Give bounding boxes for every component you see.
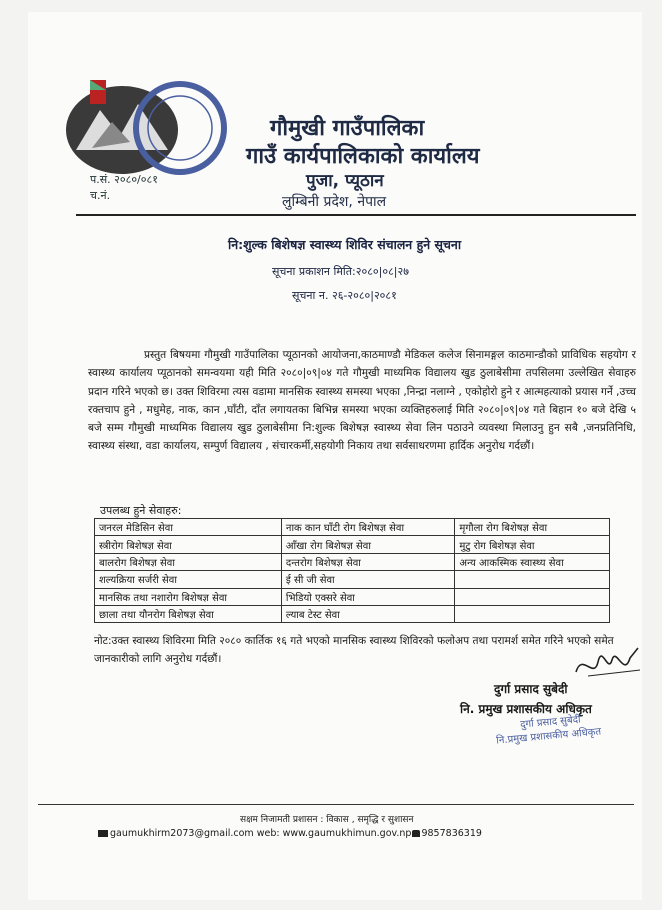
footer-divider [38, 804, 634, 805]
services-heading: उपलब्ध हुने सेवाहरु: [100, 504, 182, 517]
footer-tagline: सक्षम निजामती प्रशासन : विकास , समृद्धि र सुशासन [240, 815, 414, 825]
header-divider [76, 214, 636, 216]
notice-title: नि:शुल्क बिशेषज्ञ स्वास्थ्य शिविर संचालन हुने सूचना [228, 237, 462, 252]
reference-number: प.सं. २०८०/०८१ [90, 173, 158, 186]
service-cell: स्त्रीरोग बिशेषज्ञ सेवा [95, 536, 282, 553]
service-cell: शल्यक्रिया सर्जरी सेवा [95, 571, 282, 588]
table-row [95, 553, 610, 570]
table-row [95, 519, 610, 536]
stamp-name: दुर्गा प्रसाद सुबेदी [519, 714, 582, 731]
service-cell: दन्तरोग बिशेषज्ञ सेवा [281, 553, 455, 570]
service-cell: ल्याब टेस्ट सेवा [281, 605, 455, 622]
table-row [95, 536, 610, 553]
notice-body [88, 346, 636, 456]
service-cell: भिडियो एक्सरे सेवा [281, 588, 455, 605]
notice-number: सूचना न. २६-२०८०|२०८१ [292, 289, 397, 302]
header-location: पुजा, प्यूठान [306, 171, 384, 191]
footer-phone: 9857836319 [421, 828, 482, 839]
service-cell [455, 571, 610, 588]
services-table [94, 518, 610, 623]
table-row [95, 588, 610, 605]
notice-date: सूचना प्रकाशन मिति:२०८०|०८|२७ [272, 265, 409, 278]
mail-icon [98, 830, 108, 837]
service-cell: अन्य आकस्मिक स्वास्थ्य सेवा [455, 553, 610, 570]
service-cell: आँखा रोग बिशेषज्ञ सेवा [281, 536, 455, 553]
table-row [95, 571, 610, 588]
note-text: नोट:उक्त स्वास्थ्य शिविरमा मिति २०८० कार्तिक १६ गते भएको मानसिक स्वास्थ्य शिविरको फलोअप तथा परामर्श समेत गरिने भएको समेत जानकारीको लागि अनुरोध गर्दछौं। [94, 635, 614, 665]
dispatch-number: च.नं. [90, 189, 111, 202]
service-cell: मानसिक तथा नशारोग बिशेषज्ञ सेवा [95, 588, 282, 605]
footer-web[interactable]: web: www.gaumukhimun.gov.np [256, 828, 412, 839]
body-paragraph: प्रस्तुत बिषयमा गौमुखी गाउँपालिका प्यूठानको आयोजना,काठमाण्डौ मेडिकल कलेज सिनामङ्गल काठमान्डौको प्राविधिक सहयोग र स्वास्थ्य कार्यालय प्यूठानको समन्वयमा यही मिति २०८०|०९|०४ गते गौमुखी माध्यमिक विद्यालय खुड ठुलाबेसीमा तपसिलमा उल्लेखित सेवाहरु प्रदान गरिने भएको छ। उक्त शिविरमा त्यस वडामा मानसिक स्वास्थ्य समस्या भएका ,निन्द्रा नलाग्ने , एकोहोरो हुने र आत्महत्याको प्रयास गर्ने ,उच्च रक्तचाप हुने , मधुमेह, नाक, कान ,घाँटी, दाँत लगायतका बिभिन्न समस्या भएका व्यक्तिहरुलाई मिति २०८०|०९|०४ गते बिहान १० बजे देखि ५ बजे सम्म गौमुखी माध्यमिक विद्यालय खुड ठुलाबेसीमा नि:शुल्क बिशेषज्ञ स्वास्थ्य सेवा लिन पठाउने व्यवस्था मिलाउनु हुन सबै ,जनप्रतिनिधि, स्वास्थ्य संस्था, वडा कार्यालय, सम्पुर्ण विद्यालय , संचारकर्मी,सहयोगी निकाय तथा सर्वसाधरणमा हार्दिक अनुरोध गर्दछौं। [88, 349, 636, 453]
table-row [95, 605, 610, 622]
service-cell [455, 605, 610, 622]
footer-contact [98, 828, 482, 839]
service-cell: बालरोग बिशेषज्ञ सेवा [95, 553, 282, 570]
footer-email[interactable]: gaumukhirm2073@gmail.com [110, 828, 254, 839]
header-office: गाउँ कार्यपालिकाको कार्यालय [246, 144, 480, 169]
header-province: लुम्बिनी प्रदेश, नेपाल [282, 194, 387, 210]
service-cell: जनरल मेडिसिन सेवा [95, 519, 282, 536]
service-cell: मुटु रोग बिशेषज्ञ सेवा [455, 536, 610, 553]
service-cell: नाक कान घाँटी रोग बिशेषज्ञ सेवा [281, 519, 455, 536]
stamp-title: नि.प्रमुख प्रशासकीय अधिकृत [495, 726, 602, 747]
phone-icon [412, 830, 420, 837]
signature-icon [568, 640, 648, 690]
emblem-icon [62, 76, 236, 184]
signatory-title: नि. प्रमुख प्रशासकीय अधिकृत [460, 702, 592, 716]
header-municipality: गौमुखी गाउँपालिका [270, 116, 425, 141]
service-cell: मृगौला रोग बिशेषज्ञ सेवा [455, 519, 610, 536]
service-cell: ई सी जी सेवा [281, 571, 455, 588]
service-cell: छाला तथा यौनरोग बिशेषज्ञ सेवा [95, 605, 282, 622]
service-cell [455, 588, 610, 605]
signatory-name: दुर्गा प्रसाद सुबेदी [494, 682, 568, 696]
